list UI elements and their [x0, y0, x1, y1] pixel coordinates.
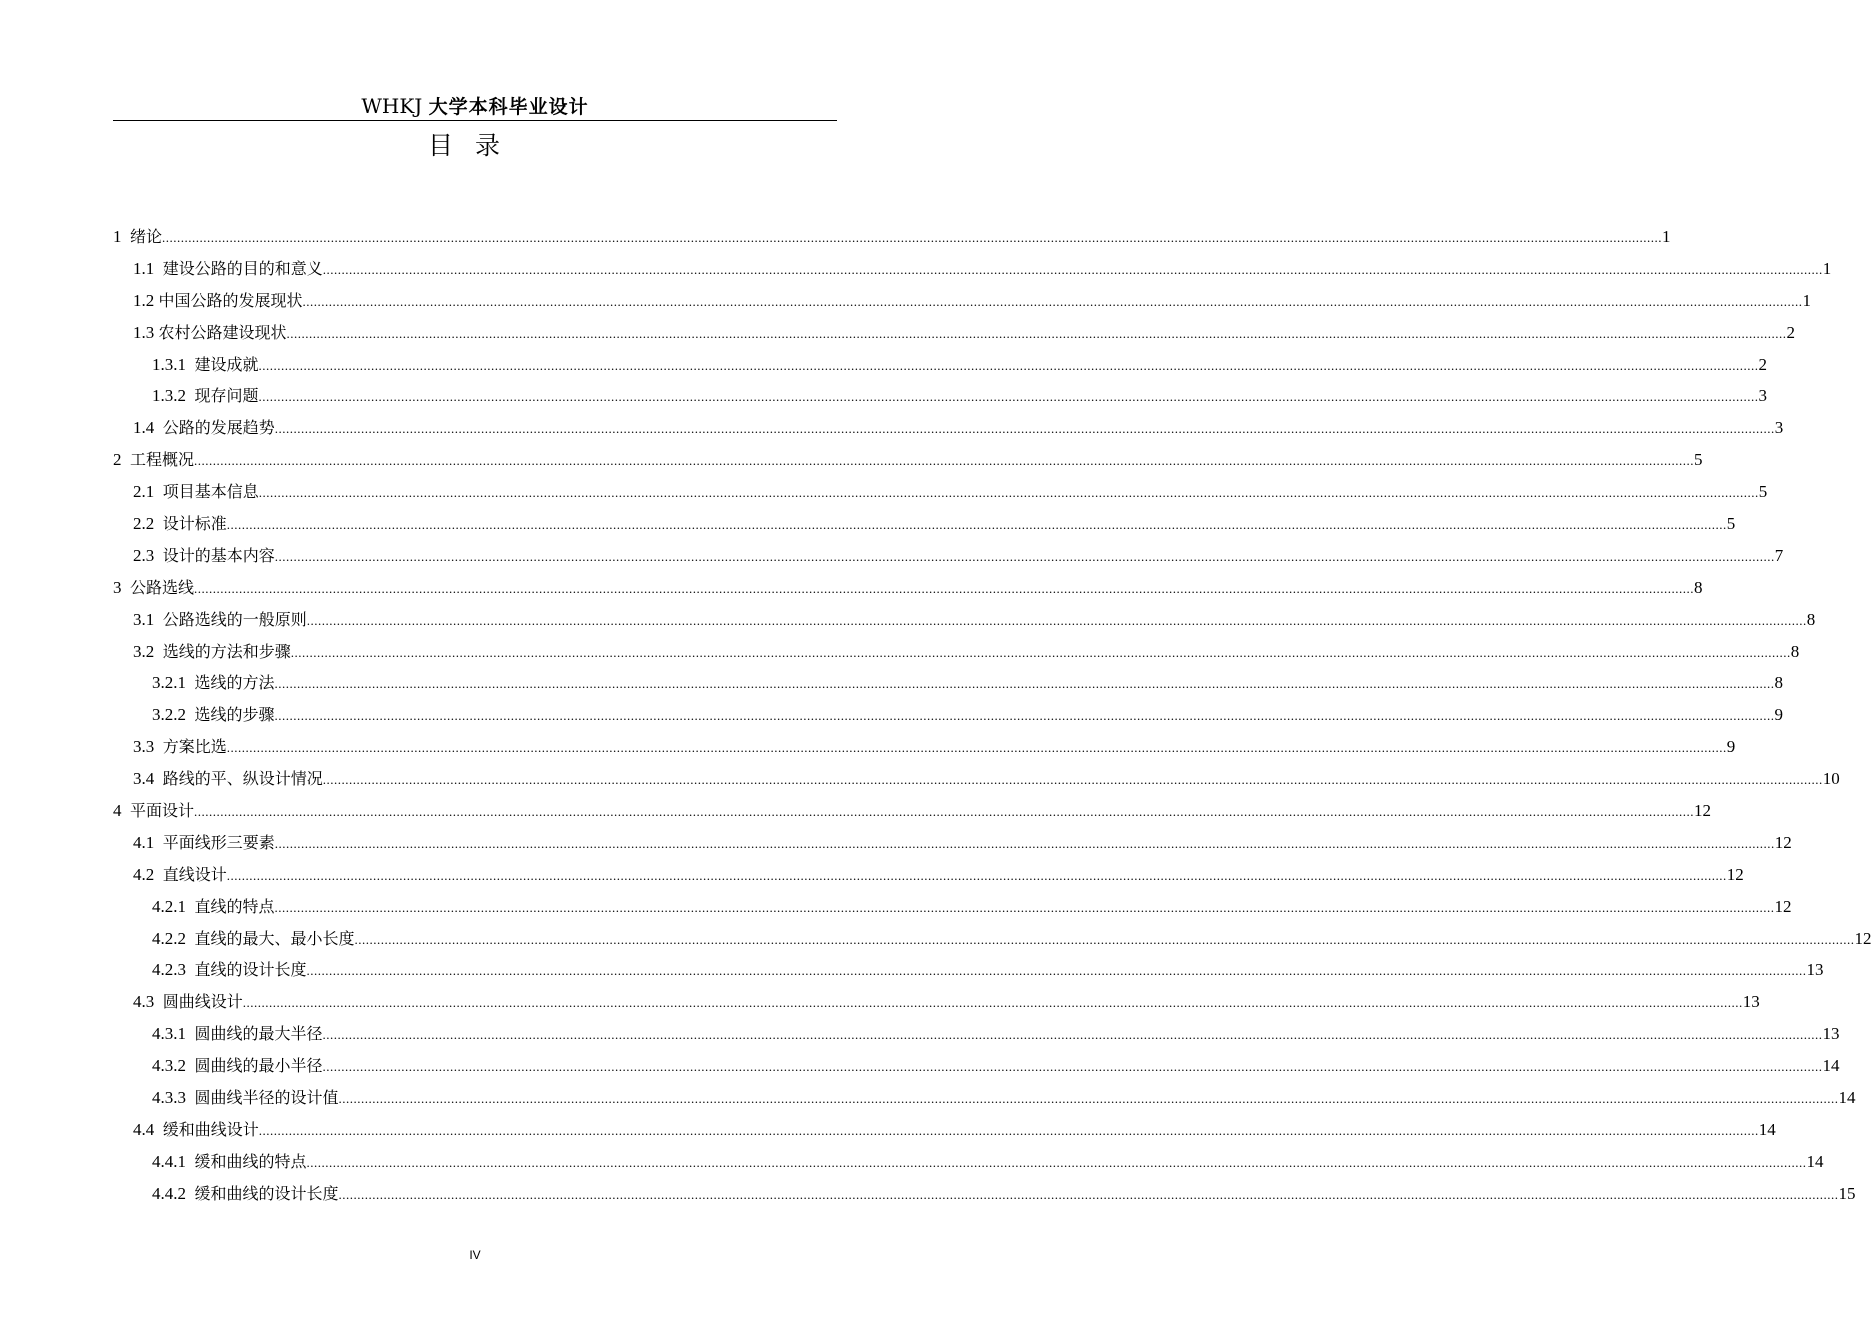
toc-entry-label — [113, 795, 194, 827]
toc-entry-number: 4.4.2 — [152, 1183, 186, 1203]
toc-entry-page: 12 — [1694, 801, 1712, 821]
toc-entry-title: 平面线形三要素 — [162, 832, 275, 852]
toc-entry[interactable] — [113, 253, 1832, 285]
toc-entry-number: 4.2.3 — [152, 960, 186, 980]
toc-entry-title: 公路选线的一般原则 — [162, 609, 307, 629]
toc-entry-label — [133, 1114, 259, 1146]
toc-entry[interactable] — [113, 986, 1760, 1018]
toc-leader-dots: ................................................................................................................................................................................................................................................................................................................................................................................................................ — [322, 261, 1823, 277]
toc-entry[interactable] — [113, 444, 1703, 476]
toc-entry-title: 圆曲线设计 — [162, 992, 243, 1012]
toc-entry-number: 4.3.2 — [152, 1056, 186, 1076]
toc-entry-number: 4.4.1 — [152, 1151, 186, 1171]
toc-leader-dots: ................................................................................................................................................................................................................................................................................................................................................................................................................ — [338, 1091, 1839, 1107]
toc-entry-label — [133, 508, 227, 540]
toc-leader-dots: ................................................................................................................................................................................................................................................................................................................................................................................................................ — [286, 325, 1787, 341]
toc-entry-label — [152, 1050, 323, 1082]
toc-entry[interactable] — [113, 1146, 1824, 1178]
toc-entry-number: 1 — [113, 227, 122, 246]
toc-entry-page: 12 — [1726, 864, 1744, 884]
toc-leader-dots: ................................................................................................................................................................................................................................................................................................................................................................................................................ — [226, 867, 1727, 883]
toc-entry-page: 5 — [1726, 514, 1736, 534]
toc-entry[interactable] — [113, 540, 1784, 572]
toc-entry-label — [113, 572, 194, 604]
toc-entry-label — [152, 1082, 339, 1114]
toc-entry-page: 5 — [1758, 482, 1768, 502]
toc-entry-page: 12 — [1854, 928, 1872, 948]
toc-entry-title: 建设成就 — [194, 354, 259, 374]
toc-entry[interactable] — [113, 667, 1784, 699]
toc-entry-title: 平面设计 — [130, 801, 195, 821]
page-title: 目录 — [427, 131, 522, 160]
toc-entry-page: 7 — [1774, 545, 1784, 565]
toc-entry[interactable] — [113, 1178, 1856, 1210]
toc-entry-number: 1.3.1 — [152, 354, 186, 374]
toc-entry-page: 14 — [1838, 1088, 1856, 1108]
toc-entry[interactable] — [113, 1082, 1856, 1114]
toc-entry-label — [133, 731, 227, 763]
toc-leader-dots: ................................................................................................................................................................................................................................................................................................................................................................................................................ — [194, 453, 1695, 469]
toc-entry[interactable] — [113, 221, 1671, 253]
toc-entry[interactable] — [113, 636, 1800, 668]
toc-entry[interactable] — [113, 731, 1736, 763]
toc-entry-label — [152, 699, 275, 731]
toc-entry[interactable] — [113, 923, 1872, 955]
toc-entry-page: 2 — [1786, 322, 1796, 342]
toc-leader-dots: ................................................................................................................................................................................................................................................................................................................................................................................................................ — [242, 995, 1743, 1011]
toc-entry-title: 圆曲线的最小半径 — [194, 1056, 323, 1076]
toc-entry-label — [152, 349, 259, 381]
toc-entry-title: 直线的最大、最小长度 — [194, 928, 355, 948]
toc-entry-page: 15 — [1838, 1183, 1856, 1203]
toc-leader-dots: ................................................................................................................................................................................................................................................................................................................................................................................................................ — [322, 1059, 1823, 1075]
toc-entry-number: 3.2.1 — [152, 673, 186, 693]
toc-entry-label — [133, 412, 275, 444]
toc-entry-number: 4.1 — [133, 832, 155, 852]
toc-entry[interactable] — [113, 380, 1768, 412]
toc-entry[interactable] — [113, 1114, 1776, 1146]
toc-leader-dots: ................................................................................................................................................................................................................................................................................................................................................................................................................ — [306, 612, 1807, 628]
toc-entry-number: 3.3 — [133, 737, 155, 757]
toc-entry-page: 14 — [1758, 1119, 1776, 1139]
toc-entry-title: 公路选线 — [130, 577, 195, 597]
toc-entry-label — [133, 636, 291, 668]
toc-leader-dots: ................................................................................................................................................................................................................................................................................................................................................................................................................ — [274, 548, 1775, 564]
toc-entry-title: 直线的特点 — [194, 896, 275, 916]
toc-entry-title: 设计标准 — [162, 514, 227, 534]
toc-entry-page: 5 — [1694, 450, 1703, 470]
toc-entry-page: 12 — [1774, 896, 1792, 916]
toc-entry-number: 2 — [113, 450, 122, 470]
toc-entry[interactable] — [113, 954, 1824, 986]
toc-entry-page: 1 — [1662, 227, 1671, 246]
toc-entry-label — [113, 221, 162, 253]
toc-entry-number: 2.3 — [133, 545, 155, 565]
table-of-contents — [113, 221, 1872, 1210]
toc-entry-title: 绪论 — [130, 227, 163, 246]
toc-entry-label — [152, 380, 259, 412]
toc-entry-number: 4.3.1 — [152, 1024, 186, 1044]
toc-leader-dots: ................................................................................................................................................................................................................................................................................................................................................................................................................ — [274, 421, 1775, 437]
toc-entry[interactable] — [113, 412, 1784, 444]
header-school-name: WHKJ — [361, 94, 423, 118]
toc-entry[interactable] — [113, 1018, 1840, 1050]
toc-entry[interactable] — [113, 1050, 1840, 1082]
toc-entry-label — [133, 859, 227, 891]
toc-entry-title: 选线的步骤 — [194, 705, 275, 725]
toc-entry-page: 14 — [1822, 1056, 1840, 1076]
toc-entry-page: 3 — [1774, 418, 1784, 438]
toc-entry-number: 4.3.3 — [152, 1088, 186, 1108]
toc-entry-page: 9 — [1726, 737, 1736, 757]
toc-leader-dots: ................................................................................................................................................................................................................................................................................................................................................................................................................ — [322, 772, 1823, 788]
toc-entry-page: 13 — [1822, 1024, 1840, 1044]
toc-entry[interactable] — [113, 891, 1792, 923]
toc-entry-page: 8 — [1774, 673, 1784, 693]
toc-entry-title: 圆曲线的最大半径 — [194, 1024, 323, 1044]
toc-entry-title: 路线的平、纵设计情况 — [162, 769, 323, 789]
toc-entry-page: 8 — [1694, 577, 1703, 597]
toc-entry-number: 3.4 — [133, 769, 155, 789]
toc-entry[interactable] — [113, 827, 1792, 859]
toc-entry-title: 工程概况 — [130, 450, 195, 470]
toc-entry-number: 1.4 — [133, 418, 155, 438]
toc-entry-number: 4 — [113, 801, 122, 821]
toc-entry-number: 1.2 — [133, 290, 155, 310]
toc-entry[interactable] — [113, 349, 1768, 381]
toc-leader-dots: ................................................................................................................................................................................................................................................................................................................................................................................................................ — [274, 676, 1775, 692]
toc-entry-number: 3 — [113, 577, 122, 597]
toc-entry-page: 3 — [1758, 386, 1768, 406]
toc-entry-number: 3.2.2 — [152, 705, 186, 725]
toc-entry-page: 12 — [1774, 832, 1792, 852]
toc-entry-number: 4.2 — [133, 864, 155, 884]
toc-entry-page: 8 — [1806, 609, 1816, 629]
toc-entry[interactable] — [113, 476, 1768, 508]
toc-entry-label — [133, 827, 275, 859]
toc-entry-number: 4.2.1 — [152, 896, 186, 916]
toc-entry-page: 1 — [1802, 290, 1812, 310]
toc-entry-number: 3.2 — [133, 641, 155, 661]
toc-leader-dots: ................................................................................................................................................................................................................................................................................................................................................................................................................ — [306, 1154, 1807, 1170]
toc-entry-label — [152, 1178, 339, 1210]
toc-entry-label — [133, 986, 243, 1018]
toc-leader-dots: ................................................................................................................................................................................................................................................................................................................................................................................................................ — [322, 1027, 1823, 1043]
toc-entry-number: 4.2.2 — [152, 928, 186, 948]
toc-leader-dots: ................................................................................................................................................................................................................................................................................................................................................................................................................ — [258, 389, 1759, 405]
toc-entry-number: 4.4 — [133, 1119, 155, 1139]
toc-entry-number: 4.3 — [133, 992, 155, 1012]
toc-leader-dots: ................................................................................................................................................................................................................................................................................................................................................................................................................ — [162, 230, 1663, 245]
toc-leader-dots: ................................................................................................................................................................................................................................................................................................................................................................................................................ — [338, 1186, 1839, 1202]
toc-entry[interactable] — [113, 317, 1796, 349]
toc-entry-label — [133, 604, 307, 636]
toc-entry-title: 选线的方法和步骤 — [162, 641, 291, 661]
toc-entry-title: 缓和曲线的特点 — [194, 1151, 307, 1171]
toc-entry-title: 项目基本信息 — [162, 482, 259, 502]
toc-leader-dots: ................................................................................................................................................................................................................................................................................................................................................................................................................ — [194, 804, 1695, 820]
toc-leader-dots: ................................................................................................................................................................................................................................................................................................................................................................................................................ — [258, 485, 1759, 501]
toc-entry[interactable] — [113, 859, 1744, 891]
toc-leader-dots: ................................................................................................................................................................................................................................................................................................................................................................................................................ — [306, 963, 1807, 979]
toc-entry-number: 2.2 — [133, 514, 155, 534]
toc-entry-label — [113, 444, 194, 476]
toc-leader-dots: ................................................................................................................................................................................................................................................................................................................................................................................................................ — [226, 740, 1727, 756]
toc-entry-label — [133, 285, 303, 317]
toc-entry-page: 14 — [1806, 1151, 1824, 1171]
toc-leader-dots: ................................................................................................................................................................................................................................................................................................................................................................................................................ — [302, 293, 1803, 309]
toc-entry-title: 建设公路的目的和意义 — [162, 258, 323, 278]
toc-entry-title: 直线设计 — [162, 864, 227, 884]
toc-entry-label — [152, 923, 355, 955]
toc-entry-title: 方案比选 — [162, 737, 227, 757]
toc-entry[interactable] — [113, 285, 1812, 317]
toc-entry-title: 选线的方法 — [194, 673, 275, 693]
toc-entry-page: 9 — [1774, 705, 1784, 725]
toc-entry-page: 13 — [1742, 992, 1760, 1012]
toc-entry-number: 1.1 — [133, 258, 155, 278]
toc-entry-page: 10 — [1822, 769, 1840, 789]
toc-leader-dots: ................................................................................................................................................................................................................................................................................................................................................................................................................ — [290, 644, 1791, 660]
toc-entry-label — [133, 317, 287, 349]
toc-entry-label — [152, 891, 275, 923]
toc-entry-title: 现存问题 — [194, 386, 259, 406]
running-header — [113, 92, 837, 121]
toc-entry-title: 缓和曲线的设计长度 — [194, 1183, 339, 1203]
page-number: IV — [469, 1248, 481, 1262]
toc-leader-dots: ................................................................................................................................................................................................................................................................................................................................................................................................................ — [274, 708, 1775, 724]
toc-leader-dots: ................................................................................................................................................................................................................................................................................................................................................................................................................ — [226, 517, 1727, 533]
toc-entry-number: 1.3.2 — [152, 386, 186, 406]
toc-entry-number: 3.1 — [133, 609, 155, 629]
toc-entry[interactable] — [113, 699, 1784, 731]
toc-entry-title: 农村公路建设现状 — [158, 322, 287, 342]
toc-entry-label — [133, 540, 275, 572]
toc-leader-dots: ................................................................................................................................................................................................................................................................................................................................................................................................................ — [258, 357, 1759, 373]
toc-entry-title: 中国公路的发展现状 — [158, 290, 303, 310]
toc-entry-page: 2 — [1758, 354, 1768, 374]
toc-entry[interactable] — [113, 572, 1703, 604]
toc-entry[interactable] — [113, 508, 1736, 540]
toc-entry-label — [133, 763, 323, 795]
toc-entry-label — [133, 476, 259, 508]
toc-leader-dots: ................................................................................................................................................................................................................................................................................................................................................................................................................ — [354, 931, 1855, 947]
toc-leader-dots: ................................................................................................................................................................................................................................................................................................................................................................................................................ — [274, 835, 1775, 851]
toc-entry-title: 公路的发展趋势 — [162, 418, 275, 438]
toc-entry[interactable] — [113, 795, 1712, 827]
toc-entry-number: 2.1 — [133, 482, 155, 502]
toc-entry-title: 圆曲线半径的设计值 — [194, 1088, 339, 1108]
toc-entry-label — [152, 1146, 307, 1178]
toc-entry-label — [152, 1018, 323, 1050]
toc-entry-label — [152, 667, 275, 699]
toc-entry-title: 设计的基本内容 — [162, 545, 275, 565]
toc-entry-page: 13 — [1806, 960, 1824, 980]
toc-entry-label — [152, 954, 307, 986]
toc-entry[interactable] — [113, 763, 1840, 795]
header-document-type: 大学本科毕业设计 — [428, 96, 589, 118]
toc-entry-label — [133, 253, 323, 285]
toc-entry-page: 1 — [1822, 258, 1832, 278]
toc-entry[interactable] — [113, 604, 1816, 636]
toc-entry-number: 1.3 — [133, 322, 155, 342]
toc-leader-dots: ................................................................................................................................................................................................................................................................................................................................................................................................................ — [194, 580, 1695, 596]
toc-entry-page: 8 — [1790, 641, 1800, 661]
toc-leader-dots: ................................................................................................................................................................................................................................................................................................................................................................................................................ — [258, 1122, 1759, 1138]
toc-entry-title: 缓和曲线设计 — [162, 1119, 259, 1139]
toc-leader-dots: ................................................................................................................................................................................................................................................................................................................................................................................................................ — [274, 899, 1775, 915]
toc-entry-title: 直线的设计长度 — [194, 960, 307, 980]
